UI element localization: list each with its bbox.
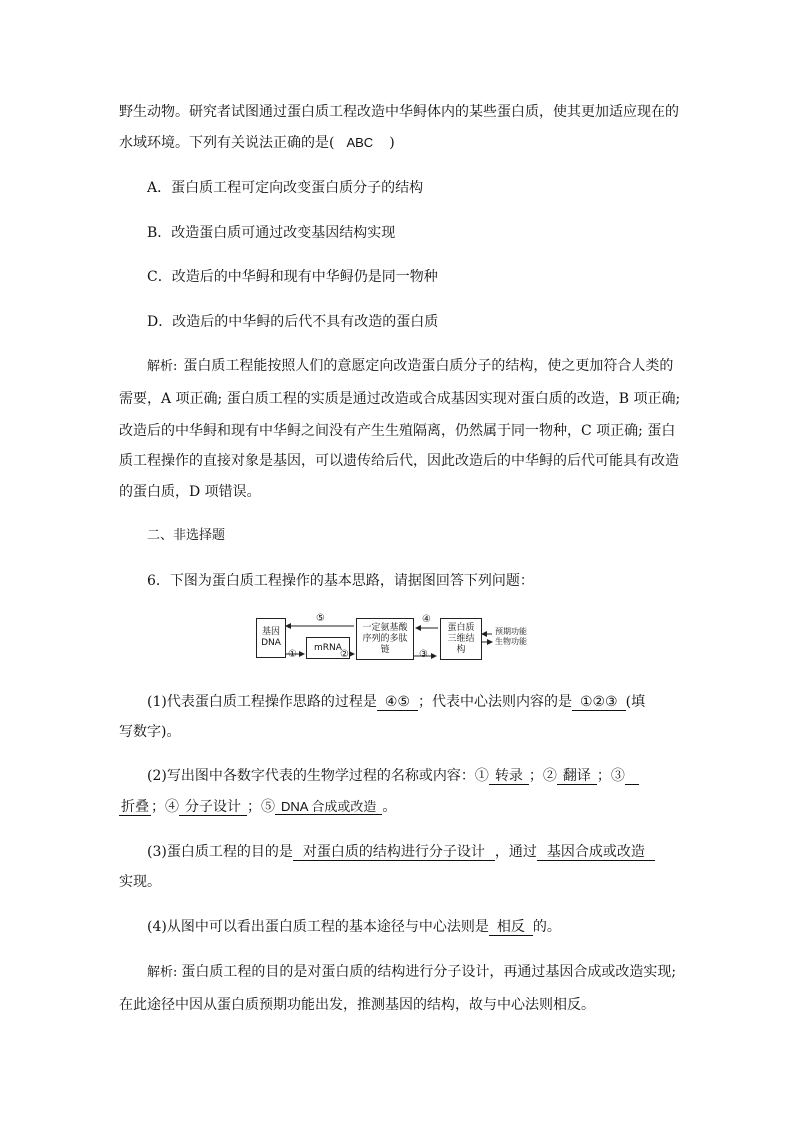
q6-part-1-line-2: 写数字)。 bbox=[119, 724, 181, 740]
q6-part-3-text-a: (3)蛋白质工程的目的是 bbox=[147, 844, 293, 860]
intro-answer: ABC bbox=[346, 135, 374, 150]
q6-analysis-text-1: 蛋白质工程的目的是对蛋白质的结构进行分子设计，再通过基因合成或改造实现; bbox=[181, 964, 677, 980]
q6-part-2-text-a: (2)写出图中各数字代表的生物学过程的名称或内容：① bbox=[147, 768, 489, 784]
protein-structure-label: 蛋白质三维结构 bbox=[447, 622, 475, 655]
q6-part-2-text-f: 。 bbox=[382, 799, 397, 815]
analysis-1-text-1: 蛋白质工程能按照人们的意愿定向改造蛋白质分子的结构，使之更加符合人类的 bbox=[183, 358, 674, 374]
analysis-label: 解析: bbox=[147, 359, 178, 374]
gene-dna-label: 基因DNA bbox=[261, 627, 281, 648]
q6-part-2-text-e: ；⑤ bbox=[247, 799, 275, 815]
option-d: D．改造后的中华鲟的后代不具有改造的蛋白质 bbox=[147, 314, 439, 330]
step-1-label: ① bbox=[288, 649, 297, 660]
intro-line-2-prefix: 水域环境。下列有关说法正确的是( bbox=[119, 135, 335, 151]
q6-part-1-answer-1: ④⑤ bbox=[377, 694, 418, 711]
q6-part-4-text-a: (4)从图中可以看出蛋白质工程的基本途径与中心法则是 bbox=[147, 919, 489, 935]
mrna-label: mRNA bbox=[314, 642, 342, 653]
step-5-label: ⑤ bbox=[316, 613, 325, 624]
q6-part-1-text-b: ；代表中心法则内容的是 bbox=[417, 694, 572, 710]
peptide-box bbox=[356, 618, 414, 660]
protein-structure-box bbox=[440, 618, 482, 660]
q6-part-3-answer-2: 基因合成或改造 bbox=[537, 844, 655, 861]
gene-dna-box bbox=[256, 618, 286, 658]
q6-part-2-answer-2: 翻译 bbox=[557, 768, 597, 785]
analysis-1-line-2: 需要，A 项正确; 蛋白质工程的实质是通过改造或合成基因实现对蛋白质的改造，B 项正确; bbox=[119, 391, 681, 407]
q6-part-1-answer-2: ①②③ bbox=[572, 694, 626, 711]
q6-part-1-text-a: (1)代表蛋白质工程操作思路的过程是 bbox=[147, 694, 377, 710]
q6-part-2-answer-4: 分子设计 bbox=[179, 799, 247, 816]
peptide-label: 一定氨基酸序列的多肽链 bbox=[362, 622, 408, 655]
biological-function-label: 生物功能 bbox=[495, 637, 527, 646]
q6-analysis-line-2: 在此途径中因从蛋白质预期功能出发，推测基因的结构，故与中心法则相反。 bbox=[119, 997, 595, 1013]
q6-part-4-text-b: 的。 bbox=[532, 919, 561, 935]
q6-part-2-text-d: ；④ bbox=[151, 799, 179, 815]
analysis-1-line-4: 质工程操作的直接对象是基因，可以遗传给后代，因此改造后的中华鲟的后代可能具有改造 bbox=[119, 453, 679, 469]
q6-part-3-answer-1: 对蛋白质的结构进行分子设计 bbox=[293, 844, 495, 861]
intro-line-1: 野生动物。研究者试图通过蛋白质工程改造中华鲟体内的某些蛋白质，使其更加适应现在的 bbox=[119, 104, 679, 120]
q6-part-2-answer-3: 折叠 bbox=[121, 799, 149, 815]
q6-part-4-answer: 相反 bbox=[489, 919, 533, 936]
step-3-label: ③ bbox=[419, 649, 428, 660]
step-2-label: ② bbox=[340, 649, 349, 660]
protein-engineering-diagram bbox=[256, 612, 546, 664]
q6-part-1-line-1 bbox=[147, 692, 645, 712]
q6-part-2-blank-3 bbox=[625, 768, 639, 785]
option-c: C．改造后的中华鲟和现有中华鲟仍是同一物种 bbox=[147, 269, 438, 285]
option-a: A．蛋白质工程可定向改变蛋白质分子的结构 bbox=[147, 180, 424, 196]
q6-part-2-answer-1: 转录 bbox=[489, 768, 529, 785]
analysis-1-line-1 bbox=[147, 356, 673, 377]
q6-part-3-line-1 bbox=[147, 842, 655, 862]
q6-analysis-line-1 bbox=[147, 962, 676, 983]
q6-part-2-text-c: ；③ bbox=[596, 768, 625, 784]
step-4-label: ④ bbox=[422, 614, 431, 625]
analysis-1-line-5: 的蛋白质，D 项错误。 bbox=[119, 484, 261, 500]
expected-function-label: 预期功能 bbox=[495, 627, 527, 636]
q6-part-3-text-b: ，通过 bbox=[494, 844, 537, 860]
option-b: B．改造蛋白质可通过改变基因结构实现 bbox=[147, 225, 396, 241]
q6-part-2-text-b: ；② bbox=[528, 768, 557, 784]
q6-part-1-text-c: (填 bbox=[625, 694, 646, 710]
q6-part-4-line bbox=[147, 917, 561, 937]
q6-part-2-answer-5: DNA 合成或改造 bbox=[275, 799, 382, 815]
section-title: 二、非选择题 bbox=[147, 528, 226, 543]
intro-line-2 bbox=[119, 133, 395, 153]
analysis-1-line-3: 改造后的中华鲟和现有中华鲟之间没有产生生殖隔离，仍然属于同一物种，C 项正确; 蛋白 bbox=[119, 423, 676, 439]
q6-analysis-label: 解析: bbox=[147, 965, 178, 980]
intro-line-2-suffix: ) bbox=[389, 135, 395, 151]
q6-part-3-line-2: 实现。 bbox=[119, 874, 161, 890]
q6-part-2-line-1 bbox=[147, 766, 639, 786]
q6-part-2-line-2 bbox=[119, 797, 396, 817]
question-6-stem: 6．下图为蛋白质工程操作的基本思路，请据图回答下列问题： bbox=[147, 573, 534, 589]
